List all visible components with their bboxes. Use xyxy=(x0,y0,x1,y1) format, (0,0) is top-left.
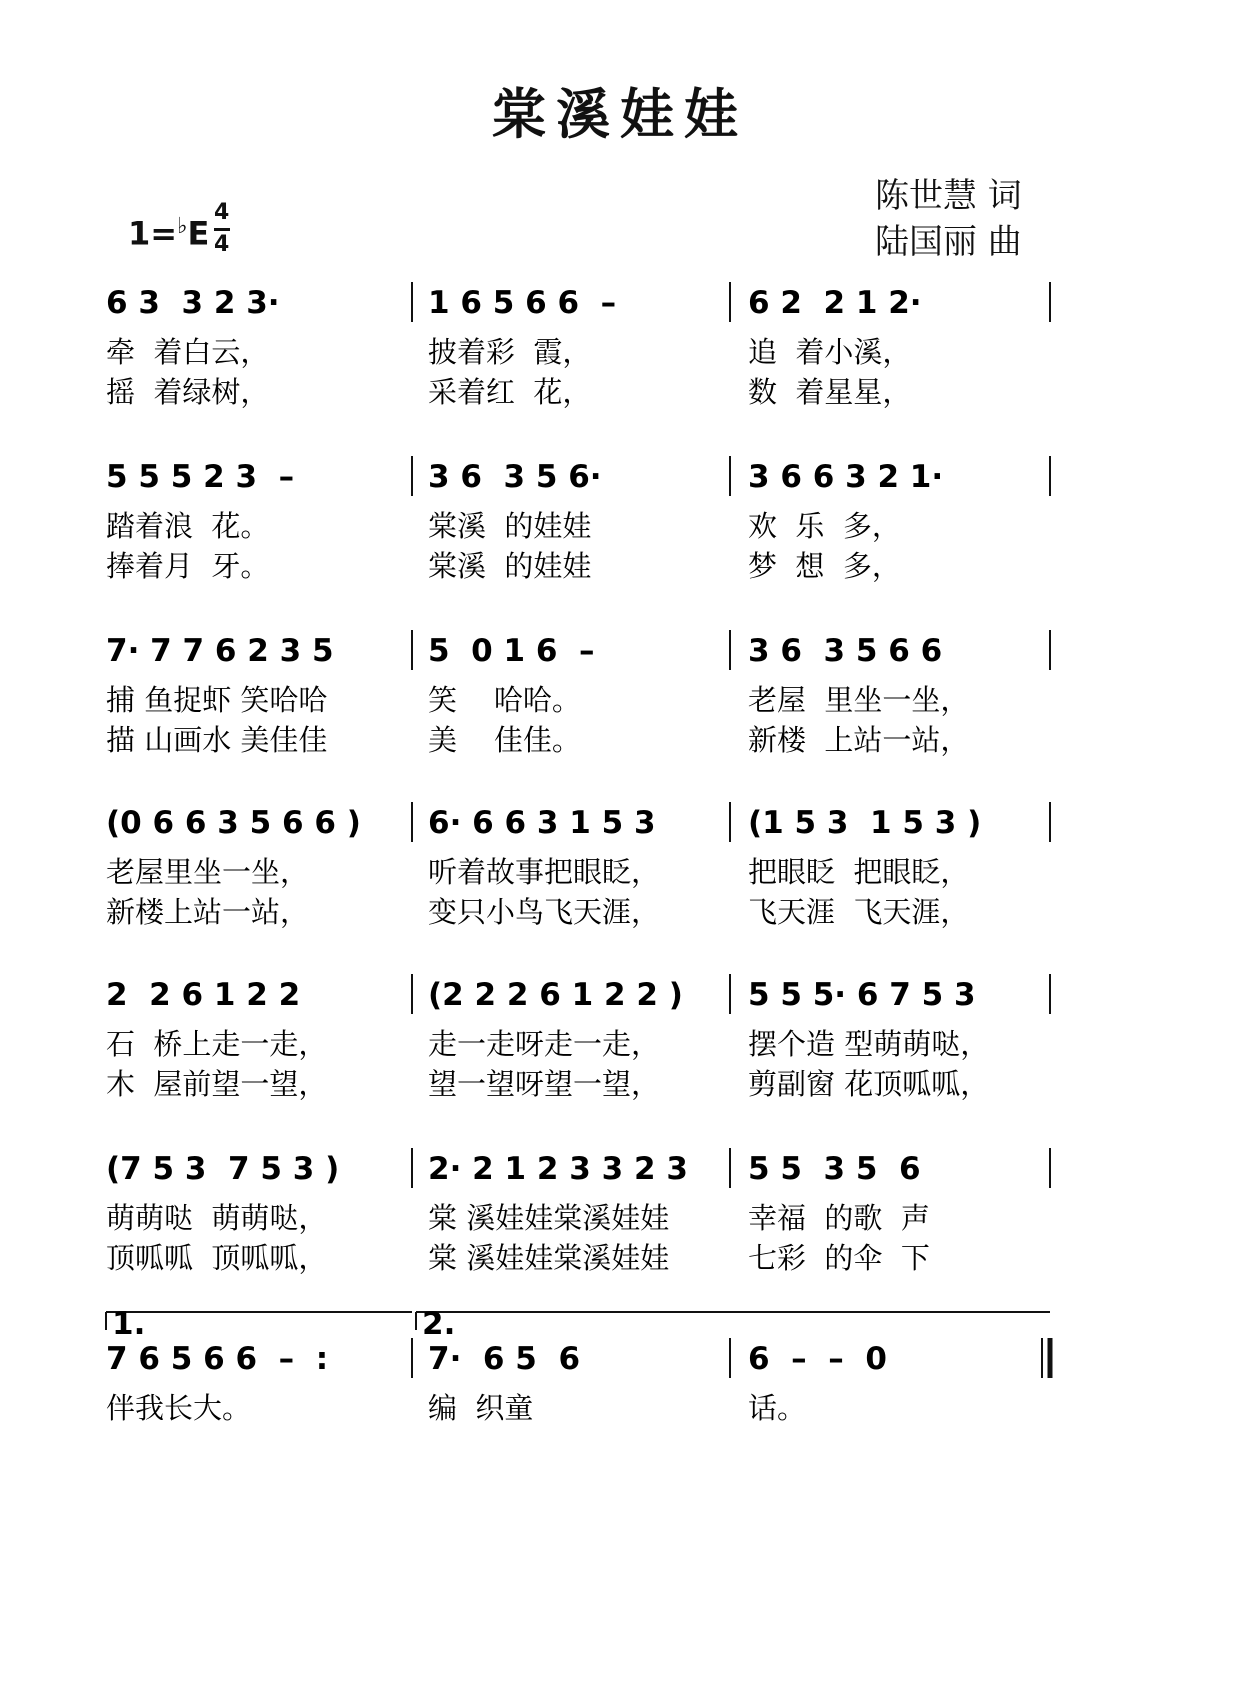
lyric-segment: 摇 着绿树， xyxy=(106,375,270,409)
lyric-segment: 望一望呀望一望， xyxy=(428,1067,661,1101)
lyric-segment: 伴我长大。 xyxy=(106,1391,252,1425)
notation-measure: 6· 6 6 3 1 5 3 xyxy=(428,805,656,841)
lyric-segment: 新楼上站一站， xyxy=(106,895,310,929)
lyric-segment: 剪副窗 花顶呱呱， xyxy=(748,1067,990,1101)
notation-measure: 5 5 5 2 3 – xyxy=(106,459,295,495)
notation-measure: (7 5 3 7 5 3 ) xyxy=(106,1151,340,1187)
notation-measure: 6 3 3 2 3· xyxy=(106,285,280,321)
lyric-segment: 踏着浪 花。 xyxy=(106,509,270,543)
lyric-segment: 美 佳佳。 xyxy=(428,723,581,757)
lyric-segment: 老屋 里坐一坐， xyxy=(748,683,970,717)
composer-credit: 陆国丽 曲 xyxy=(875,222,1022,262)
notation-measure: 5 0 1 6 – xyxy=(428,633,595,669)
lyric-segment: 七彩 的伞 下 xyxy=(748,1241,930,1275)
lyric-segment: 老屋里坐一坐， xyxy=(106,855,310,889)
notation-measure: 7· 6 5 6 xyxy=(428,1341,581,1377)
lyric-segment: 石 桥上走一走， xyxy=(106,1027,328,1061)
notation-measure: 3 6 3 5 6 6 xyxy=(748,633,943,669)
time-signature-top: 4 xyxy=(214,200,230,225)
lyric-segment: 走一走呀走一走， xyxy=(428,1027,661,1061)
notation-measure: 7· 7 7 6 2 3 5 xyxy=(106,633,334,669)
song-title: 棠溪娃娃 xyxy=(492,82,748,146)
lyric-segment: 笑 哈哈。 xyxy=(428,683,581,717)
notation-measure: 6 – – 0 xyxy=(748,1341,887,1377)
key-name: E xyxy=(187,214,210,253)
notation-measure: (2 2 2 6 1 2 2 ) xyxy=(428,977,683,1013)
notation-measure: 6 2 2 1 2· xyxy=(748,285,922,321)
lyric-segment: 新楼 上站一站， xyxy=(748,723,970,757)
volta-label: 2. xyxy=(422,1306,456,1342)
lyric-segment: 棠溪 的娃娃 xyxy=(428,509,592,543)
notation-measure: 5 5 5· 6 7 5 3 xyxy=(748,977,976,1013)
lyric-segment: 顶呱呱 顶呱呱， xyxy=(106,1241,328,1275)
lyric-segment: 飞天涯 飞天涯， xyxy=(748,895,970,929)
volta-label: 1. xyxy=(112,1306,146,1342)
lyric-segment: 听着故事把眼眨， xyxy=(428,855,661,889)
notation-measure: (0 6 6 3 5 6 6 ) xyxy=(106,805,361,841)
key-tonic: 1= xyxy=(128,214,178,253)
lyric-segment: 变只小鸟飞天涯， xyxy=(428,895,661,929)
lyric-segment: 追 着小溪， xyxy=(748,335,912,369)
notation-measure: 7 6 5 6 6 – : xyxy=(106,1341,329,1377)
lyric-segment: 牵 着白云， xyxy=(106,335,270,369)
lyric-segment: 萌萌哒 萌萌哒， xyxy=(106,1201,328,1235)
lyric-segment: 棠 溪娃娃棠溪娃娃 xyxy=(428,1201,670,1235)
lyric-segment: 棠溪 的娃娃 xyxy=(428,549,592,583)
time-signature-bottom: 4 xyxy=(214,232,230,257)
lyric-segment: 欢 乐 多， xyxy=(748,509,901,543)
score-text xyxy=(106,285,989,1425)
notation-measure: 2 2 6 1 2 2 xyxy=(106,977,301,1013)
lyric-segment: 摆个造 型萌萌哒， xyxy=(748,1027,990,1061)
lyric-segment: 捕 鱼捉虾 笑哈哈 xyxy=(106,683,328,717)
lyric-segment: 描 山画水 美佳佳 xyxy=(106,723,328,757)
notation-measure: 3 6 3 5 6· xyxy=(428,459,602,495)
lyric-segment: 把眼眨 把眼眨， xyxy=(748,855,970,889)
notation-measure: 2· 2 1 2 3 3 2 3 xyxy=(428,1151,688,1187)
lyric-segment: 话。 xyxy=(748,1391,807,1425)
lyric-segment: 棠 溪娃娃棠溪娃娃 xyxy=(428,1241,670,1275)
lyric-segment: 梦 想 多， xyxy=(748,549,901,583)
notation-measure: 1 6 5 6 6 – xyxy=(428,285,617,321)
notation-measure: 3 6 6 3 2 1· xyxy=(748,459,944,495)
notation-measure: (1 5 3 1 5 3 ) xyxy=(748,805,982,841)
notation-measure: 5 5 3 5 6 xyxy=(748,1151,921,1187)
lyric-segment: 披着彩 霞， xyxy=(428,335,592,369)
lyric-segment: 捧着月 牙。 xyxy=(106,549,270,583)
lyric-segment: 采着红 花， xyxy=(428,375,592,409)
flat-sign: ♭ xyxy=(177,214,188,239)
lyricist-credit: 陈世慧 词 xyxy=(875,176,1022,216)
lyric-segment: 幸福 的歌 声 xyxy=(748,1201,930,1235)
lyric-segment: 木 屋前望一望， xyxy=(106,1067,328,1101)
lyric-segment: 数 着星星， xyxy=(748,375,912,409)
lyric-segment: 编 织童 xyxy=(428,1391,534,1425)
